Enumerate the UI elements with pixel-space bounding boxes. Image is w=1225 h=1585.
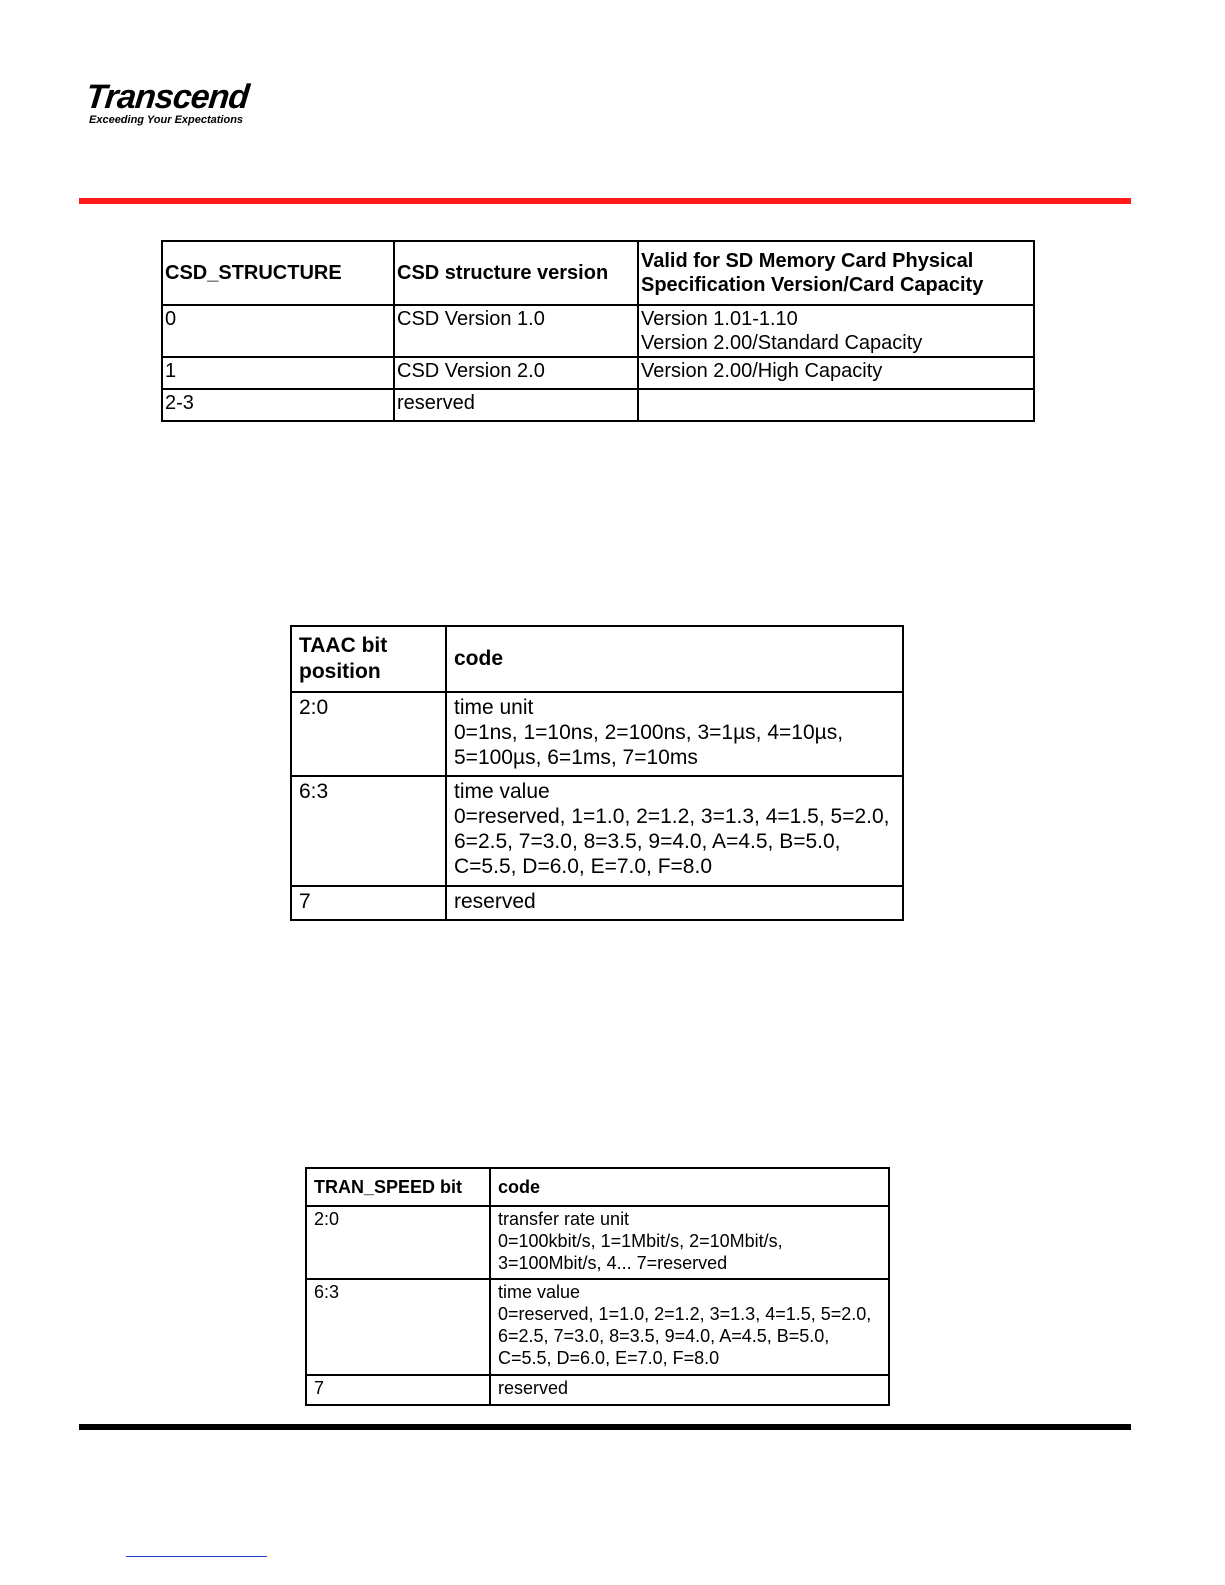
table-cell: 2-3 bbox=[162, 389, 394, 421]
table-row bbox=[306, 1279, 889, 1375]
table-header-row bbox=[306, 1168, 889, 1206]
cell-line: 0=reserved, 1=1.0, 2=1.2, 3=1.3, 4=1.5, 5=2.0, bbox=[498, 1304, 872, 1324]
table-cell: 2:0 bbox=[291, 692, 446, 776]
table-row bbox=[291, 692, 903, 776]
logo-wordmark: Transcend bbox=[84, 78, 251, 116]
table-header-cell: code bbox=[490, 1168, 889, 1206]
table-cell: 0 bbox=[162, 305, 394, 357]
cell-line: time value bbox=[454, 780, 550, 803]
table-cell: CSD Version 2.0 bbox=[394, 357, 638, 389]
table-row bbox=[306, 1375, 889, 1405]
table-cell: 6:3 bbox=[306, 1279, 490, 1375]
cell-line: C=5.5, D=6.0, E=7.0, F=8.0 bbox=[454, 855, 712, 878]
table-cell bbox=[490, 1206, 889, 1279]
cell-line: Version 2.00/Standard Capacity bbox=[641, 332, 923, 354]
table-cell: reserved bbox=[490, 1375, 889, 1405]
table-row bbox=[162, 305, 1034, 357]
cell-line: 3=100Mbit/s, 4... 7=reserved bbox=[498, 1253, 728, 1273]
csd-structure-table bbox=[161, 240, 1035, 422]
cell-line: 0=1ns, 1=10ns, 2=100ns, 3=1µs, 4=10µs, bbox=[454, 721, 844, 744]
table-header-cell: TRAN_SPEED bit bbox=[306, 1168, 490, 1206]
cell-line: C=5.5, D=6.0, E=7.0, F=8.0 bbox=[498, 1348, 720, 1368]
table-row bbox=[162, 357, 1034, 389]
cell-line: time value bbox=[498, 1282, 581, 1302]
cell-line: time unit bbox=[454, 696, 534, 719]
cell-line: 6=2.5, 7=3.0, 8=3.5, 9=4.0, A=4.5, B=5.0, bbox=[454, 830, 841, 853]
table-row bbox=[291, 886, 903, 920]
table-cell bbox=[638, 357, 1034, 389]
table-cell: reserved bbox=[394, 389, 638, 421]
table-cell: CSD Version 1.0 bbox=[394, 305, 638, 357]
table-header-cell: code bbox=[446, 626, 903, 692]
table-header-row bbox=[162, 241, 1034, 305]
table-cell: reserved bbox=[446, 886, 903, 920]
cell-line: transfer rate unit bbox=[498, 1209, 630, 1229]
table-row bbox=[291, 776, 903, 886]
table-cell bbox=[638, 389, 1034, 421]
brand-logo bbox=[84, 78, 251, 127]
table-header-cell: CSD_STRUCTURE bbox=[162, 241, 394, 305]
table-cell bbox=[446, 776, 903, 886]
cell-line: Version 2.00/High Capacity bbox=[641, 360, 883, 382]
table-cell: 7 bbox=[291, 886, 446, 920]
cell-line: 6=2.5, 7=3.0, 8=3.5, 9=4.0, A=4.5, B=5.0, bbox=[498, 1326, 830, 1346]
cell-line: 0=100kbit/s, 1=1Mbit/s, 2=10Mbit/s, bbox=[498, 1231, 783, 1251]
header-text: Valid for SD Memory Card Physical Specification Version/Card Capacity bbox=[641, 250, 984, 296]
table-cell: 1 bbox=[162, 357, 394, 389]
footer-link-underline[interactable] bbox=[126, 1556, 267, 1557]
table-cell bbox=[638, 305, 1034, 357]
cell-line: Version 1.01-1.10 bbox=[641, 308, 798, 330]
logo-tagline: Exceeding Your Expectations bbox=[89, 114, 244, 126]
table-cell: 2:0 bbox=[306, 1206, 490, 1279]
taac-table bbox=[290, 625, 904, 921]
table-header-cell bbox=[638, 241, 1034, 305]
table-row bbox=[162, 389, 1034, 421]
table-header-cell: TAAC bit position bbox=[291, 626, 446, 692]
header-rule bbox=[79, 198, 1131, 204]
table-cell bbox=[446, 692, 903, 776]
cell-line: 0=reserved, 1=1.0, 2=1.2, 3=1.3, 4=1.5, 5=2.0, bbox=[454, 805, 890, 828]
tran-speed-table bbox=[305, 1167, 890, 1406]
table-cell: 7 bbox=[306, 1375, 490, 1405]
footer-rule bbox=[79, 1424, 1131, 1430]
table-cell bbox=[490, 1279, 889, 1375]
table-row bbox=[306, 1206, 889, 1279]
table-header-row bbox=[291, 626, 903, 692]
table-cell: 6:3 bbox=[291, 776, 446, 886]
table-header-cell: CSD structure version bbox=[394, 241, 638, 305]
cell-line: 5=100µs, 6=1ms, 7=10ms bbox=[454, 746, 698, 769]
